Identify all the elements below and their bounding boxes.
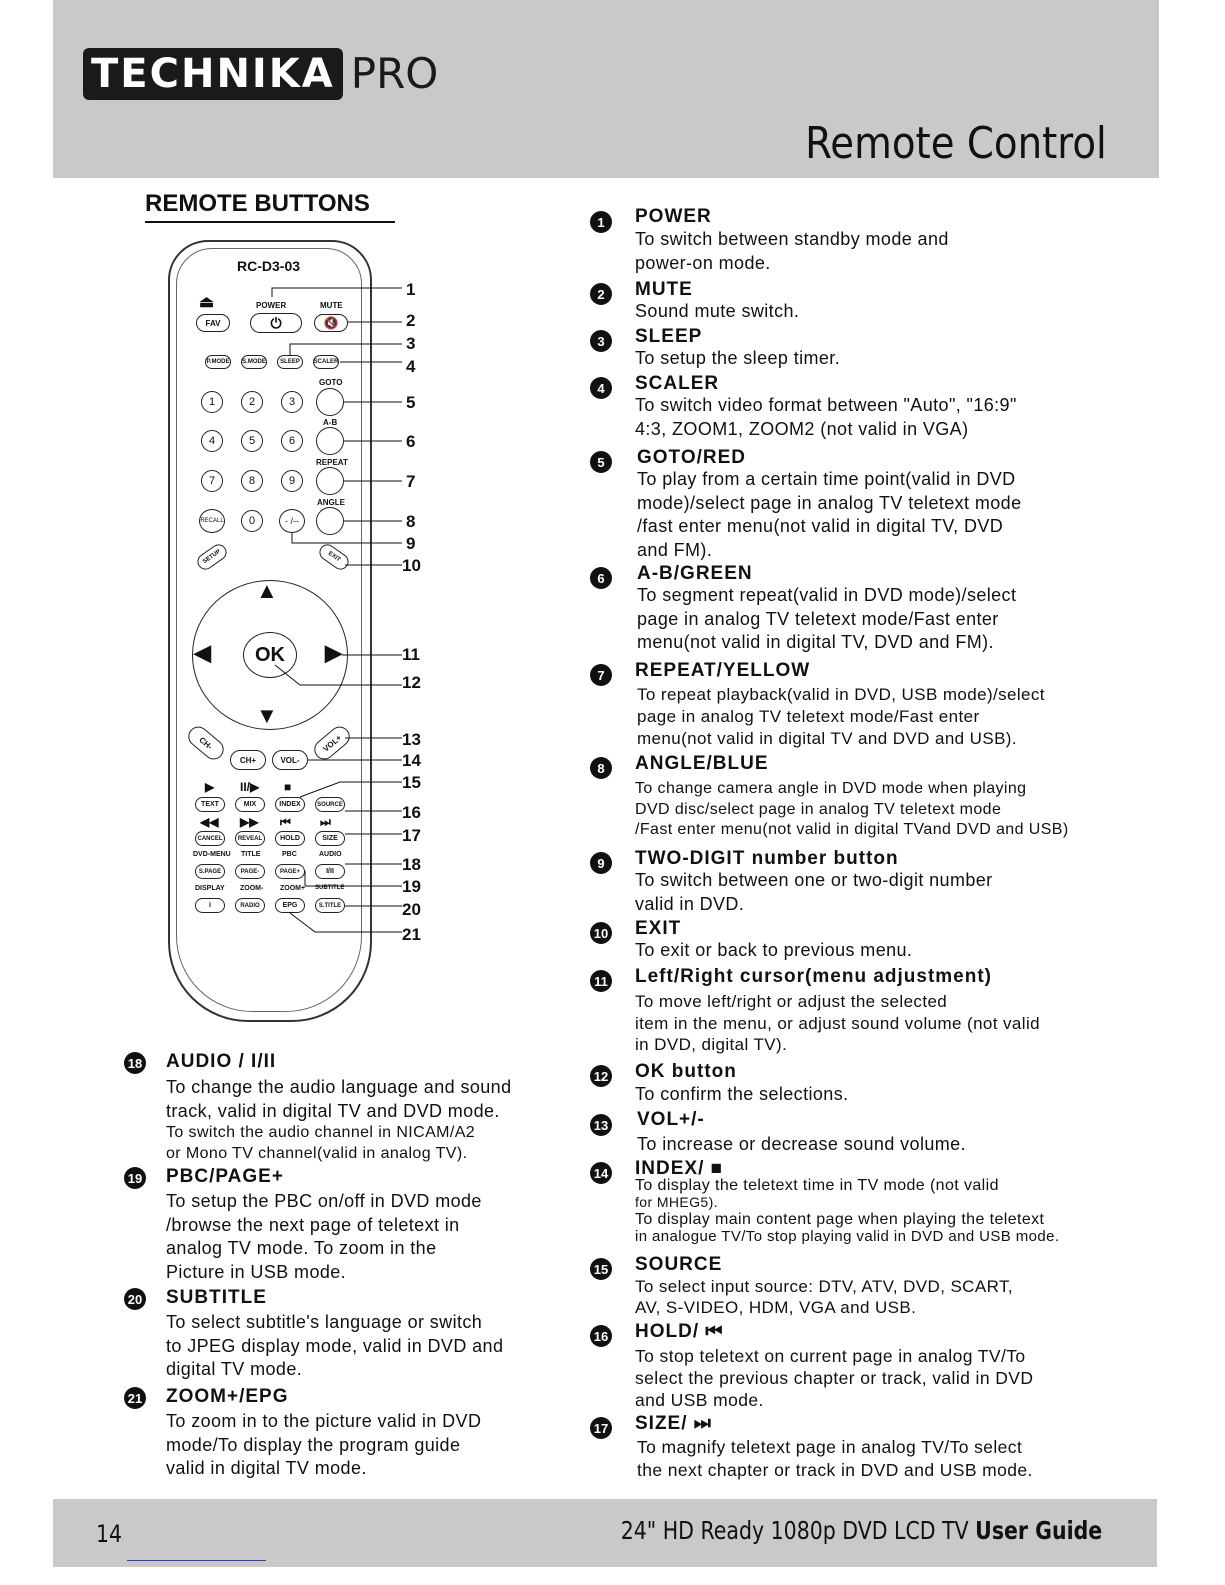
two-digit-button[interactable]: - /-- — [279, 509, 305, 533]
cancel-button[interactable]: CANCEL — [195, 831, 225, 846]
zoom-plus-label: ZOOM+ — [280, 885, 306, 892]
callout-7: 7 — [406, 472, 416, 491]
logo-wordmark: TECHNIKA — [83, 48, 343, 100]
smode-button[interactable]: S.MODE — [241, 355, 267, 369]
item-2-title: MUTE — [635, 279, 693, 300]
item-12-desc: To confirm the selections. — [635, 1084, 849, 1104]
callout-12: 12 — [402, 673, 421, 692]
exit-button[interactable]: EXIT — [316, 541, 351, 572]
item-2-badge: 2 — [590, 283, 612, 305]
eject-icon: ⏏ — [199, 294, 215, 311]
angle-button[interactable] — [316, 507, 344, 535]
info-button[interactable]: i — [195, 898, 225, 913]
item-19-title: PBC/PAGE+ — [166, 1166, 284, 1187]
ch-minus-button[interactable]: CH- — [184, 722, 227, 763]
item-21-badge: 21 — [124, 1387, 146, 1409]
footer-link-line — [127, 1560, 266, 1561]
guide-title — [620, 1516, 1102, 1545]
item-9-desc: To switch between one or two-digit number valid in DVD. — [635, 870, 993, 914]
item-15-title: SOURCE — [635, 1254, 723, 1275]
callout-2: 2 — [406, 311, 416, 330]
remote-model: RC-D3-03 — [237, 258, 301, 274]
digit-1-button[interactable]: 1 — [201, 391, 223, 413]
subtitle-label: SUBTITLE — [315, 885, 345, 891]
source-button[interactable]: SOURCE — [315, 797, 345, 812]
fav-button[interactable]: FAV — [196, 314, 230, 332]
radio-button[interactable]: RADIO — [235, 898, 265, 913]
digit-2-button[interactable]: 2 — [241, 391, 263, 413]
item-20-desc: To select subtitle's language or switch to JPEG display mode, valid in DVD and digital TV mode. — [166, 1312, 504, 1379]
callout-13: 13 — [402, 730, 421, 749]
item-14-title: INDEX/ ■ — [635, 1158, 724, 1179]
callout-15: 15 — [402, 773, 421, 792]
page-number: 14 — [96, 1520, 122, 1548]
callout-18: 18 — [402, 855, 421, 874]
item-4-title: SCALER — [635, 373, 720, 394]
item-14-desc: To display the teletext time in TV mode (not valid for MHEG5). To display main content page when playing the teletext in analogue TV/To stop playing valid in DVD and USB mode. — [635, 1177, 1060, 1245]
item-16-badge: 16 — [590, 1325, 612, 1347]
item-5-desc: To play from a certain time point(valid in DVD mode)/select page in analog TV teletext mode /fast enter menu(not valid in digital TV, DVD and FM). — [637, 469, 1022, 560]
digit-3-button[interactable]: 3 — [281, 391, 303, 413]
item-17-badge: 17 — [590, 1417, 612, 1439]
mute-button[interactable] — [314, 314, 348, 332]
item-8-desc: To change camera angle in DVD mode when playing DVD disc/select page in analog TV teletext mode /Fast enter menu(not valid in digital TVand DVD and USB) — [635, 780, 1069, 838]
item-15-desc: To select input source: DTV, ATV, DVD, SCART, AV, S-VIDEO, HDM, VGA and USB. — [635, 1277, 1013, 1317]
item-9-badge: 9 — [590, 852, 612, 874]
item-17-title: SIZE/ ⏭ — [635, 1413, 712, 1434]
item-12-badge: 12 — [590, 1065, 612, 1087]
power-button[interactable] — [250, 313, 302, 333]
index-button[interactable]: INDEX — [275, 797, 305, 812]
item-5-title: GOTO/RED — [637, 447, 746, 468]
callout-6: 6 — [406, 432, 416, 451]
ok-button[interactable]: OK — [243, 632, 297, 678]
vol-plus-button[interactable]: VOL+ — [310, 722, 353, 763]
pause-play-icon: II/▶ — [240, 780, 260, 794]
fast-forward-icon: ▶▶ — [240, 815, 259, 829]
next-icon: ⏭ — [320, 815, 331, 829]
digit-4-button[interactable]: 4 — [201, 430, 223, 452]
callout-3: 3 — [406, 334, 416, 353]
item-5-badge: 5 — [590, 451, 612, 473]
item-21-title: ZOOM+/EPG — [166, 1386, 289, 1407]
item-1-badge: 1 — [590, 211, 612, 233]
mix-button[interactable]: MIX — [235, 797, 265, 812]
item-13-badge: 13 — [590, 1114, 612, 1136]
item-8-title: ANGLE/BLUE — [635, 753, 769, 774]
item-18-title: AUDIO / I/II — [166, 1051, 277, 1072]
stitle-button[interactable]: S.TITLE — [315, 898, 345, 913]
item-10-badge: 10 — [590, 922, 612, 944]
size-button[interactable]: SIZE — [315, 831, 345, 846]
item-18-desc: To change the audio language and sound track, valid in digital TV and DVD mode. To switch the audio channel in NICAM/A2 or Mono TV channel(valid in analog TV). — [166, 1077, 512, 1162]
item-7-badge: 7 — [590, 664, 612, 686]
callout-11: 11 — [402, 645, 420, 664]
guide-bold: User Guide — [974, 1516, 1102, 1545]
item-20-badge: 20 — [124, 1288, 146, 1310]
item-6-desc: To segment repeat(valid in DVD mode)/select page in analog TV teletext mode/Fast enter menu(not valid in digital TV, DVD and FM). — [637, 585, 1017, 652]
power-label: POWER — [256, 301, 287, 310]
spage-button[interactable]: S.PAGE — [195, 864, 225, 879]
digit-9-button[interactable]: 9 — [281, 470, 303, 492]
item-10-title: EXIT — [635, 918, 682, 939]
logo-suffix: PRO — [350, 49, 439, 98]
callout-9: 9 — [406, 534, 416, 553]
down-arrow-icon[interactable]: ▼ — [256, 703, 278, 728]
item-11-desc: To move left/right or adjust the selected item in the menu, or adjust sound volume (not valid in DVD, digital TV). — [635, 992, 1040, 1054]
item-4-badge: 4 — [590, 377, 612, 399]
item-7-desc: To repeat playback(valid in DVD, USB mode)/select page in analog TV teletext mode/Fast enter menu(not valid in digital TV and DVD and USB). — [637, 685, 1045, 748]
callout-17: 17 — [402, 826, 421, 845]
audio-i-ii-button[interactable]: I/II — [315, 864, 345, 879]
zoom-minus-label: ZOOM- — [240, 885, 264, 892]
callout-1: 1 — [406, 280, 416, 299]
callout-4: 4 — [406, 357, 416, 376]
callout-8: 8 — [406, 512, 416, 531]
item-18-badge: 18 — [124, 1052, 146, 1074]
item-9-title: TWO-DIGIT number button — [635, 848, 899, 869]
scaler-button[interactable]: SCALER — [313, 355, 339, 369]
pmode-button[interactable]: P.MODE — [205, 355, 231, 369]
callout-5: 5 — [406, 393, 416, 412]
repeat-button[interactable] — [316, 467, 344, 495]
item-10-desc: To exit or back to previous menu. — [635, 940, 913, 960]
item-3-badge: 3 — [590, 330, 612, 352]
page-plus-button[interactable]: PAGE+ — [275, 864, 305, 879]
item-3-title: SLEEP — [635, 326, 703, 347]
item-16-title: HOLD/ ⏮ — [635, 1321, 724, 1342]
item-19-desc: To setup the PBC on/off in DVD mode /browse the next page of teletext in analog TV mode. To zoom in the Picture in USB mode. — [166, 1191, 482, 1282]
sleep-button[interactable]: SLEEP — [277, 355, 303, 369]
rewind-icon: ◀◀ — [200, 815, 219, 829]
up-arrow-icon[interactable]: ▲ — [256, 578, 278, 603]
vol-minus-button[interactable]: VOL- — [272, 750, 308, 770]
callout-14: 14 — [402, 751, 421, 770]
item-21-desc: To zoom in to the picture valid in DVD mode/To display the program guide valid in digital TV mode. — [166, 1411, 482, 1478]
callout-21: 21 — [402, 925, 421, 944]
item-13-title: VOL+/- — [637, 1109, 705, 1130]
reveal-button[interactable]: REVEAL — [235, 831, 265, 846]
item-14-badge: 14 — [590, 1162, 612, 1184]
goto-button[interactable] — [316, 388, 344, 416]
item-17-desc: To magnify teletext page in analog TV/To select the next chapter or track in DVD and USB mode. — [637, 1437, 1033, 1480]
callout-20: 20 — [402, 900, 421, 919]
brand-logo — [83, 48, 438, 100]
pbc-label: PBC — [282, 851, 297, 858]
item-6-title: A-B/GREEN — [637, 563, 753, 584]
callout-10: 10 — [402, 556, 421, 575]
angle-label: ANGLE — [317, 498, 345, 507]
item-11-badge: 11 — [590, 970, 612, 992]
item-7-title: REPEAT/YELLOW — [635, 660, 811, 681]
stop-icon: ■ — [284, 780, 292, 794]
item-13-desc: To increase or decrease sound volume. — [637, 1134, 966, 1154]
ab-button[interactable] — [316, 427, 344, 455]
item-15-badge: 15 — [590, 1258, 612, 1280]
goto-label: GOTO — [319, 378, 343, 387]
hold-button[interactable]: HOLD — [275, 831, 305, 846]
digit-7-button[interactable]: 7 — [201, 470, 223, 492]
mute-label: MUTE — [320, 301, 343, 310]
item-4-desc: To switch video format between "Auto", "16:9" 4:3, ZOOM1, ZOOM2 (not valid in VGA) — [635, 395, 1017, 439]
digit-5-button[interactable]: 5 — [241, 430, 263, 452]
display-label: DISPLAY — [195, 885, 225, 892]
audio-label: AUDIO — [319, 851, 342, 858]
text-button[interactable]: TEXT — [195, 797, 225, 812]
page-minus-button[interactable]: PAGE- — [235, 864, 265, 879]
item-3-desc: To setup the sleep timer. — [635, 348, 841, 368]
setup-button[interactable]: SETUP — [194, 541, 229, 572]
mute-icon: 🔇 — [323, 316, 339, 330]
item-2-desc: Sound mute switch. — [635, 301, 800, 321]
previous-icon: ⏮ — [280, 815, 291, 829]
digit-6-button[interactable]: 6 — [281, 430, 303, 452]
epg-button[interactable]: EPG — [275, 898, 305, 913]
item-6-badge: 6 — [590, 567, 612, 589]
item-11-title: Left/Right cursor(menu adjustment) — [635, 966, 993, 987]
left-arrow-icon[interactable]: ◀ — [194, 640, 211, 665]
item-19-badge: 19 — [124, 1167, 146, 1189]
dvd-menu-label: DVD-MENU — [193, 851, 231, 858]
digit-0-button[interactable]: 0 — [241, 510, 263, 532]
ch-plus-button[interactable]: CH+ — [230, 750, 266, 770]
callout-19: 19 — [402, 877, 421, 896]
callout-16: 16 — [402, 803, 421, 822]
item-1-desc: To switch between standby mode and power-on mode. — [635, 229, 949, 273]
digit-8-button[interactable]: 8 — [241, 470, 263, 492]
item-8-badge: 8 — [590, 757, 612, 779]
ab-label: A-B — [323, 418, 338, 427]
power-icon: ⏻ — [270, 314, 282, 331]
right-arrow-icon[interactable]: ▶ — [325, 640, 342, 665]
item-12-title: OK button — [635, 1061, 737, 1082]
title-label: TITLE — [241, 851, 261, 858]
item-20-title: SUBTITLE — [166, 1287, 267, 1308]
page-title: Remote Control — [805, 118, 1107, 169]
repeat-label: REPEAT — [316, 458, 348, 467]
item-1-title: POWER — [635, 206, 712, 227]
recall-button[interactable]: RECALL — [199, 509, 225, 533]
play-icon: ▶ — [205, 780, 215, 794]
section-title: REMOTE BUTTONS — [145, 190, 395, 223]
guide-prefix: 24" HD Ready 1080p DVD LCD TV — [620, 1516, 969, 1545]
item-16-desc: To stop teletext on current page in analog TV/To select the previous chapter or track, valid in DVD and USB mode. — [635, 1346, 1034, 1410]
